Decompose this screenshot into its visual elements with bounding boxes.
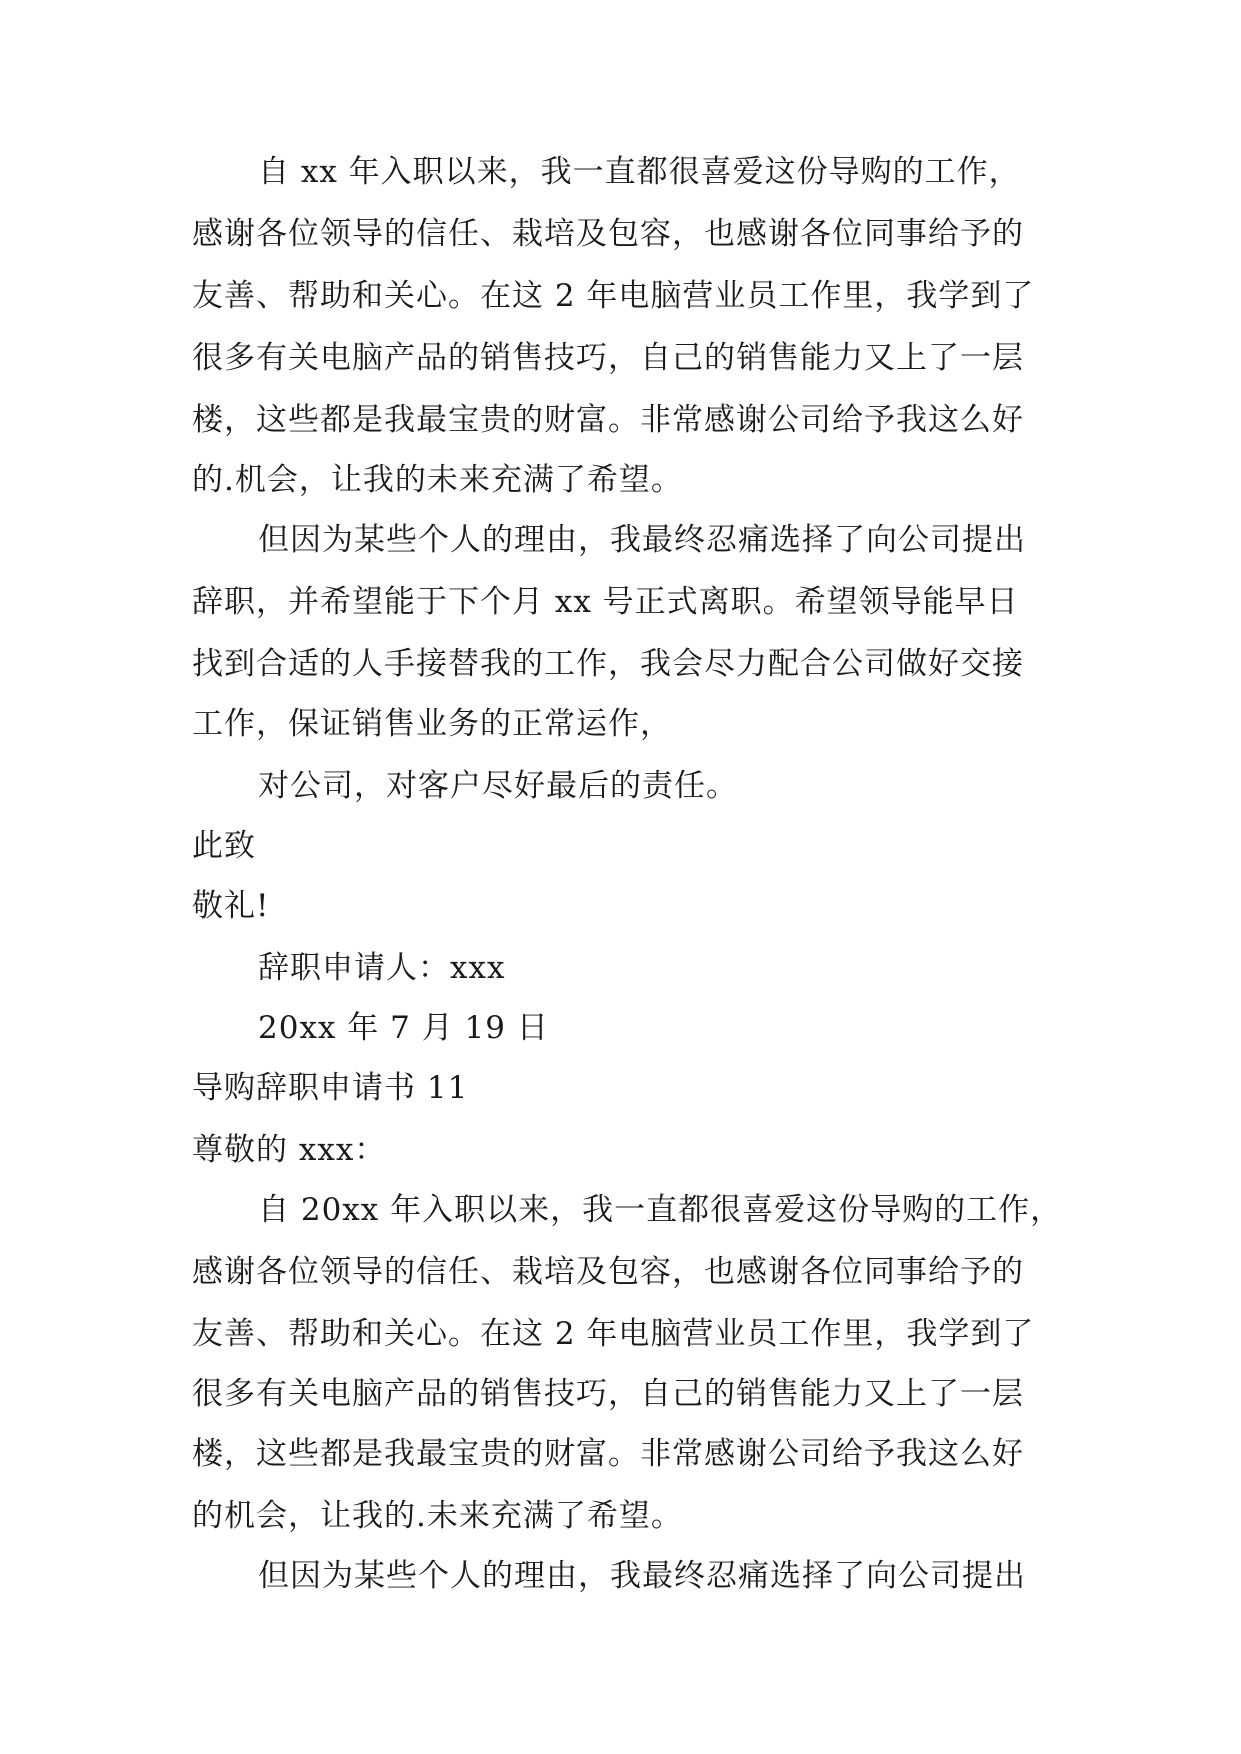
paragraph-line: 的机会，让我的.未来充满了希望。 <box>192 1498 683 1534</box>
paragraph-line: 感谢各位领导的信任、栽培及包容，也感谢各位同事给予的 <box>192 216 1024 252</box>
paragraph-line: 很多有关电脑产品的销售技巧，自己的销售能力又上了一层 <box>192 340 1024 376</box>
signature-line: 辞职申请人：xxx <box>258 950 506 986</box>
greeting-line: 尊敬的 xxx： <box>192 1132 387 1168</box>
paragraph-line: 很多有关电脑产品的销售技巧，自己的销售能力又上了一层 <box>192 1376 1024 1412</box>
paragraph-line: 找到合适的人手接替我的工作，我会尽力配合公司做好交接 <box>192 646 1024 682</box>
paragraph-line: 友善、帮助和关心。在这 2 年电脑营业员工作里，我学到了 <box>192 1316 1035 1352</box>
paragraph-line: 感谢各位领导的信任、栽培及包容，也感谢各位同事给予的 <box>192 1254 1024 1290</box>
paragraph-line: 自 20xx 年入职以来，我一直都很喜爱这份导购的工作， <box>258 1192 1063 1228</box>
closing-salutation: 此致 <box>192 828 256 864</box>
closing-regards: 敬礼! <box>192 888 270 924</box>
paragraph-line: 但因为某些个人的理由，我最终忍痛选择了向公司提出 <box>258 1558 1026 1594</box>
paragraph-line: 但因为某些个人的理由，我最终忍痛选择了向公司提出 <box>258 522 1026 558</box>
paragraph-line: 工作，保证销售业务的正常运作， <box>192 706 672 742</box>
paragraph-line: 楼，这些都是我最宝贵的财富。非常感谢公司给予我这么好 <box>192 1436 1024 1472</box>
paragraph-line: 的.机会，让我的未来充满了希望。 <box>192 462 683 498</box>
paragraph-line: 友善、帮助和关心。在这 2 年电脑营业员工作里，我学到了 <box>192 278 1035 314</box>
paragraph-line: 楼，这些都是我最宝贵的财富。非常感谢公司给予我这么好 <box>192 402 1024 438</box>
date-line: 20xx 年 7 月 19 日 <box>258 1010 549 1046</box>
section-heading: 导购辞职申请书 11 <box>192 1070 469 1106</box>
paragraph-line: 自 xx 年入职以来，我一直都很喜爱这份导购的工作， <box>258 154 1021 190</box>
paragraph-line: 对公司，对客户尽好最后的责任。 <box>258 768 738 804</box>
paragraph-line: 辞职，并希望能于下个月 xx 号正式离职。希望领导能早日 <box>192 584 1019 620</box>
